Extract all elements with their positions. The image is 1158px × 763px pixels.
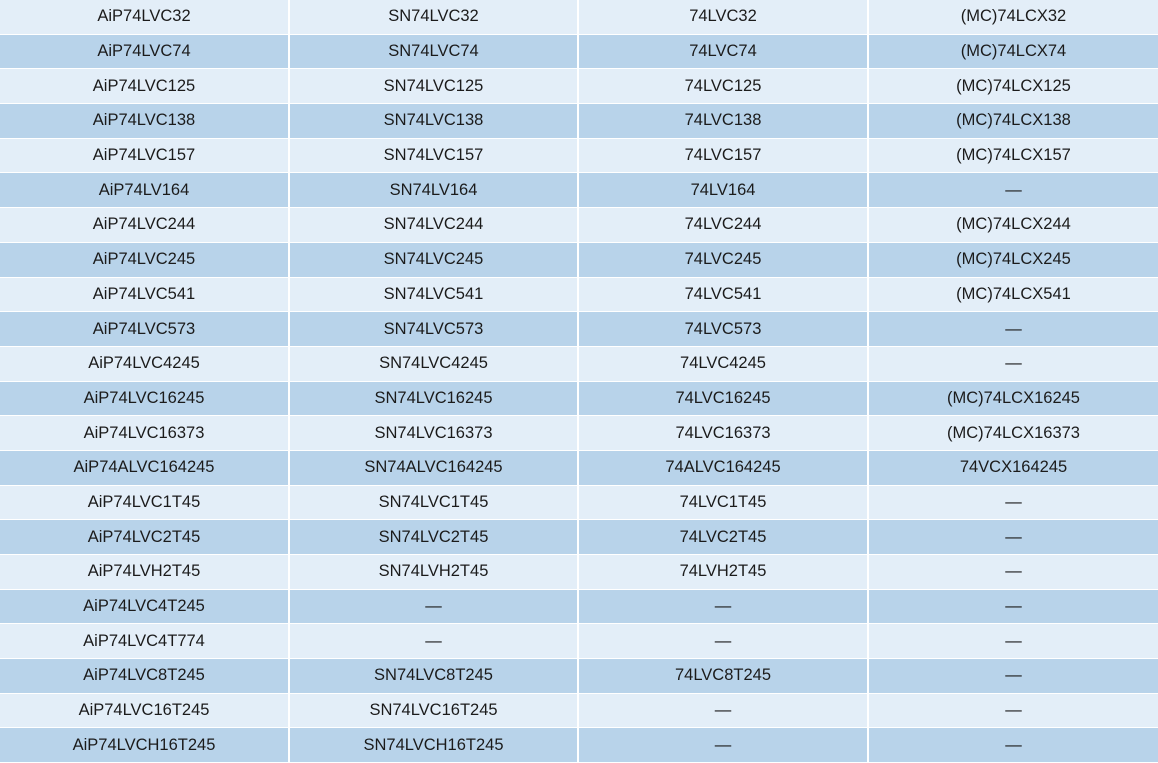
table-cell: 74LVC125 xyxy=(578,69,868,104)
table-cell: (MC)74LCX16245 xyxy=(868,381,1158,416)
table-row xyxy=(0,173,1158,208)
table-cell: 74VCX164245 xyxy=(868,450,1158,485)
table-cell: — xyxy=(868,312,1158,347)
table-row xyxy=(0,138,1158,173)
table-cell: SN74LVC573 xyxy=(289,312,578,347)
table-cell: — xyxy=(868,728,1158,763)
table-row xyxy=(0,346,1158,381)
table-cell: SN74LVCH16T245 xyxy=(289,728,578,763)
table-row xyxy=(0,520,1158,555)
table-cell: 74LVC4245 xyxy=(578,346,868,381)
table-cell: SN74ALVC164245 xyxy=(289,450,578,485)
table-row xyxy=(0,589,1158,624)
table-cell: AiP74ALVC164245 xyxy=(0,450,289,485)
table-cell: AiP74LVC16T245 xyxy=(0,693,289,728)
table-cell: AiP74LVC541 xyxy=(0,277,289,312)
table-row xyxy=(0,208,1158,243)
table-cell: AiP74LV164 xyxy=(0,173,289,208)
table-cell: SN74LVC244 xyxy=(289,208,578,243)
table-cell: SN74LVC16245 xyxy=(289,381,578,416)
table-cell: AiP74LVC4T245 xyxy=(0,589,289,624)
table-cell: 74LVC573 xyxy=(578,312,868,347)
table-cell: — xyxy=(289,589,578,624)
table-cell: SN74LVC138 xyxy=(289,104,578,139)
table-cell: AiP74LVC74 xyxy=(0,34,289,69)
table-row xyxy=(0,728,1158,763)
table-cell: AiP74LVC125 xyxy=(0,69,289,104)
table-row xyxy=(0,693,1158,728)
table-cell: AiP74LVC244 xyxy=(0,208,289,243)
table-cell: AiP74LVC573 xyxy=(0,312,289,347)
table-cell: AiP74LVCH16T245 xyxy=(0,728,289,763)
table-cell: 74LVC2T45 xyxy=(578,520,868,555)
table-cell: (MC)74LCX32 xyxy=(868,0,1158,34)
table-cell: (MC)74LCX541 xyxy=(868,277,1158,312)
table-cell: AiP74LVC4245 xyxy=(0,346,289,381)
table-cell: SN74LVC4245 xyxy=(289,346,578,381)
table-cell: — xyxy=(868,589,1158,624)
table-row xyxy=(0,0,1158,34)
table-cell: 74LVC1T45 xyxy=(578,485,868,520)
table-cell: (MC)74LCX125 xyxy=(868,69,1158,104)
table-cell: — xyxy=(868,693,1158,728)
table-cell: (MC)74LCX245 xyxy=(868,242,1158,277)
table-row xyxy=(0,485,1158,520)
table-row xyxy=(0,242,1158,277)
table-cell: SN74LVC16373 xyxy=(289,416,578,451)
table-row xyxy=(0,277,1158,312)
table-row xyxy=(0,34,1158,69)
table-row xyxy=(0,624,1158,659)
table-cell: SN74LVH2T45 xyxy=(289,555,578,590)
table-cell: 74LVC16373 xyxy=(578,416,868,451)
table-cell: — xyxy=(868,485,1158,520)
table-row xyxy=(0,312,1158,347)
table-cell: AiP74LVH2T45 xyxy=(0,555,289,590)
table-cell: — xyxy=(578,693,868,728)
table-cell: — xyxy=(868,346,1158,381)
table-cell: AiP74LVC138 xyxy=(0,104,289,139)
table-cell: — xyxy=(578,624,868,659)
table-cell: 74LVC138 xyxy=(578,104,868,139)
table-cell: SN74LVC541 xyxy=(289,277,578,312)
table-cell: SN74LVC74 xyxy=(289,34,578,69)
table-cell: SN74LV164 xyxy=(289,173,578,208)
table-cell: SN74LVC245 xyxy=(289,242,578,277)
table-cell: AiP74LVC4T774 xyxy=(0,624,289,659)
table-cell: (MC)74LCX74 xyxy=(868,34,1158,69)
table-row xyxy=(0,416,1158,451)
table-cell: SN74LVC125 xyxy=(289,69,578,104)
table-row xyxy=(0,381,1158,416)
table-cell: 74LVC245 xyxy=(578,242,868,277)
table-row xyxy=(0,104,1158,139)
table-cell: AiP74LVC1T45 xyxy=(0,485,289,520)
table-cell: — xyxy=(868,659,1158,694)
table-row xyxy=(0,450,1158,485)
table-cell: AiP74LVC32 xyxy=(0,0,289,34)
table-cell: 74LVC32 xyxy=(578,0,868,34)
table-row xyxy=(0,555,1158,590)
table-cell: 74LVC541 xyxy=(578,277,868,312)
table-cell: AiP74LVC2T45 xyxy=(0,520,289,555)
table-cell: (MC)74LCX16373 xyxy=(868,416,1158,451)
table-cell: SN74LVC32 xyxy=(289,0,578,34)
table-cell: 74LVC16245 xyxy=(578,381,868,416)
table-cell: SN74LVC8T245 xyxy=(289,659,578,694)
table-cell: — xyxy=(578,589,868,624)
table-cell: AiP74LVC8T245 xyxy=(0,659,289,694)
table-cell: SN74LVC157 xyxy=(289,138,578,173)
table-cell: AiP74LVC157 xyxy=(0,138,289,173)
table-row xyxy=(0,69,1158,104)
table-cell: 74LV164 xyxy=(578,173,868,208)
table-row xyxy=(0,659,1158,694)
table-cell: (MC)74LCX157 xyxy=(868,138,1158,173)
table-cell: 74LVC157 xyxy=(578,138,868,173)
table-cell: 74LVC244 xyxy=(578,208,868,243)
table-cell: — xyxy=(868,520,1158,555)
table-cell: SN74LVC16T245 xyxy=(289,693,578,728)
table-cell: 74LVC8T245 xyxy=(578,659,868,694)
table-cell: 74LVH2T45 xyxy=(578,555,868,590)
table-cell: SN74LVC1T45 xyxy=(289,485,578,520)
table-cell: — xyxy=(868,624,1158,659)
table-cell: (MC)74LCX244 xyxy=(868,208,1158,243)
table-cell: AiP74LVC245 xyxy=(0,242,289,277)
table-cell: — xyxy=(578,728,868,763)
table-cell: — xyxy=(868,555,1158,590)
table-cell: — xyxy=(868,173,1158,208)
table-cell: 74LVC74 xyxy=(578,34,868,69)
table-cell: — xyxy=(289,624,578,659)
table-cell: AiP74LVC16373 xyxy=(0,416,289,451)
table-cell: SN74LVC2T45 xyxy=(289,520,578,555)
table-cell: 74ALVC164245 xyxy=(578,450,868,485)
table-cell: AiP74LVC16245 xyxy=(0,381,289,416)
table-cell: (MC)74LCX138 xyxy=(868,104,1158,139)
